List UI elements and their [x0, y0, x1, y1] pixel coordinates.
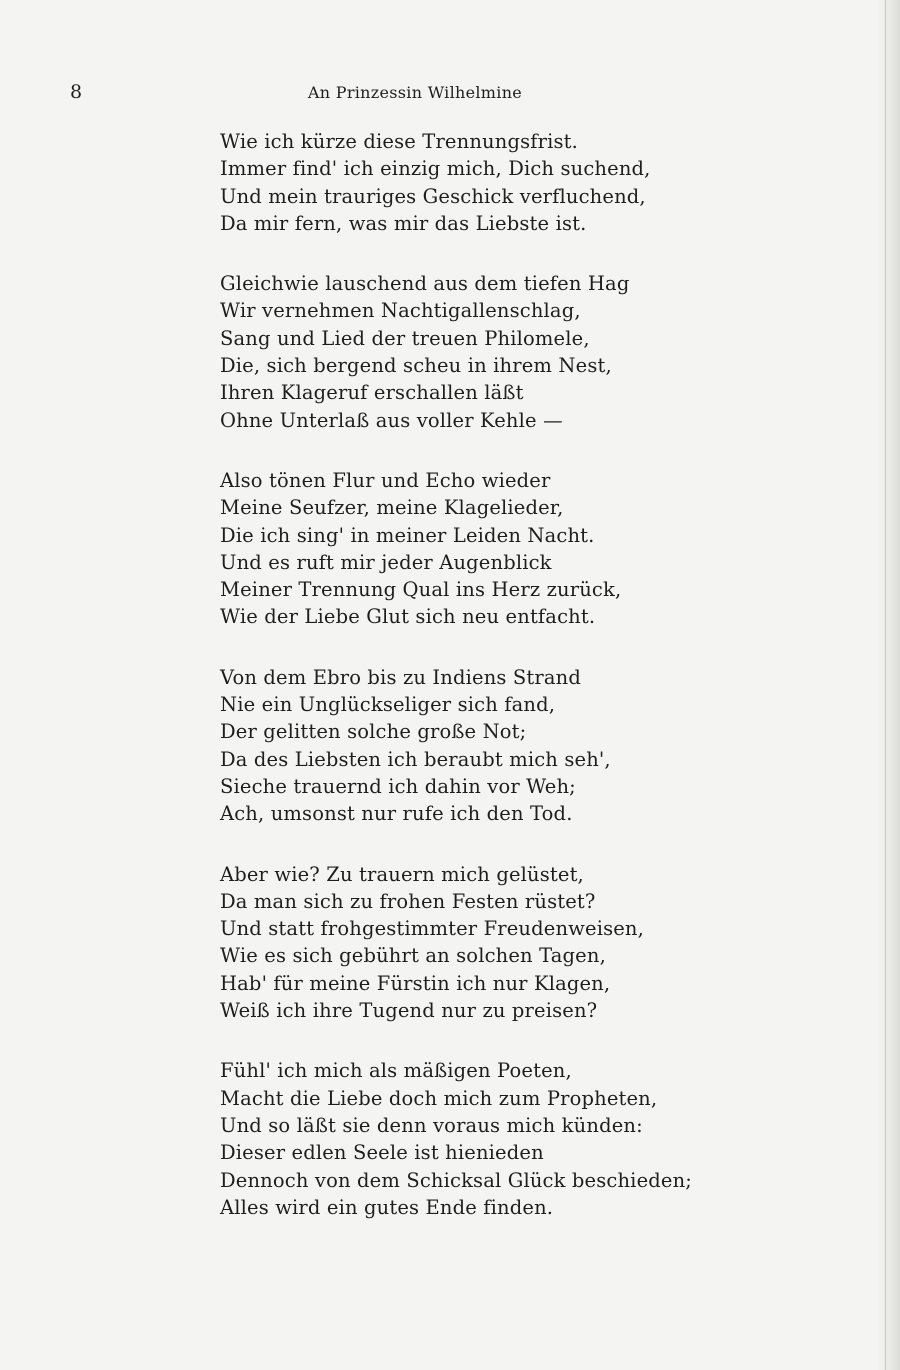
verse-line: Die, sich bergend scheu in ihrem Nest,: [220, 354, 612, 378]
verse-line: Hab' für meine Fürstin ich nur Klagen,: [220, 971, 611, 995]
stanza-1: [220, 128, 820, 237]
verse-line: Und mein trauriges Geschick verfluchend,: [220, 184, 646, 208]
verse-line: Da mir fern, was mir das Liebste ist.: [220, 211, 587, 235]
verse-line: Immer find' ich einzig mich, Dich suchend,: [220, 157, 651, 181]
verse-line: Da man sich zu frohen Festen rüstet?: [220, 889, 596, 913]
verse-line: Macht die Liebe doch mich zum Propheten,: [220, 1086, 658, 1110]
verse-line: Ihren Klageruf erschallen läßt: [220, 381, 524, 405]
stanza-2: [220, 270, 820, 434]
stanza-5: [220, 861, 820, 1025]
verse-line: Wir vernehmen Nachtigallenschlag,: [220, 299, 581, 323]
page-edge: [878, 0, 900, 1370]
verse-line: Weiß ich ihre Tugend nur zu preisen?: [220, 999, 598, 1023]
verse-line: Aber wie? Zu trauern mich gelüstet,: [220, 862, 584, 886]
verse-line: Sieche trauernd ich dahin vor Weh;: [220, 774, 576, 798]
verse-line: Und statt frohgestimmter Freudenweisen,: [220, 917, 644, 941]
stanza-4: [220, 664, 820, 828]
verse-line: Meiner Trennung Qual ins Herz zurück,: [220, 578, 622, 602]
verse-line: Wie der Liebe Glut sich neu entfacht.: [220, 605, 596, 629]
running-title: An Prinzessin Wilhelmine: [307, 83, 523, 102]
verse-line: Von dem Ebro bis zu Indiens Strand: [220, 665, 582, 689]
verse-line: Die ich sing' in meiner Leiden Nacht.: [220, 523, 595, 547]
page-edge-line: [885, 0, 886, 1370]
verse-line: Also tönen Flur und Echo wieder: [220, 468, 551, 492]
verse-line: Wie es sich gebührt an solchen Tagen,: [220, 944, 606, 968]
verse-line: Der gelitten solche große Not;: [220, 720, 527, 744]
verse-line: Dennoch von dem Schicksal Glück beschieden;: [220, 1168, 693, 1192]
verse-line: Sang und Lied der treuen Philomele,: [220, 326, 590, 350]
verse-line: Gleichwie lauschend aus dem tiefen Hag: [220, 272, 630, 296]
verse-line: Alles wird ein gutes Ende finden.: [220, 1195, 554, 1219]
verse-line: Wie ich kürze diese Trennungsfrist.: [220, 130, 578, 153]
verse-line: Da des Liebsten ich beraubt mich seh',: [220, 747, 611, 771]
verse-line: Und so läßt sie denn voraus mich künden:: [220, 1113, 643, 1137]
verse-line: Dieser edlen Seele ist hienieden: [220, 1141, 544, 1165]
page-number: 8: [70, 81, 83, 103]
poem-body: [220, 128, 820, 1254]
verse-line: Fühl' ich mich als mäßigen Poeten,: [220, 1059, 572, 1083]
verse-line: Meine Seufzer, meine Klagelieder,: [220, 496, 564, 520]
verse-line: Ohne Unterlaß aus voller Kehle —: [220, 408, 563, 432]
verse-line: Nie ein Unglückseliger sich fand,: [220, 693, 556, 717]
stanza-3: [220, 467, 820, 631]
verse-line: Ach, umsonst nur rufe ich den Tod.: [220, 802, 573, 826]
verse-line: Und es ruft mir jeder Augenblick: [220, 550, 552, 574]
stanza-6: [220, 1057, 820, 1221]
